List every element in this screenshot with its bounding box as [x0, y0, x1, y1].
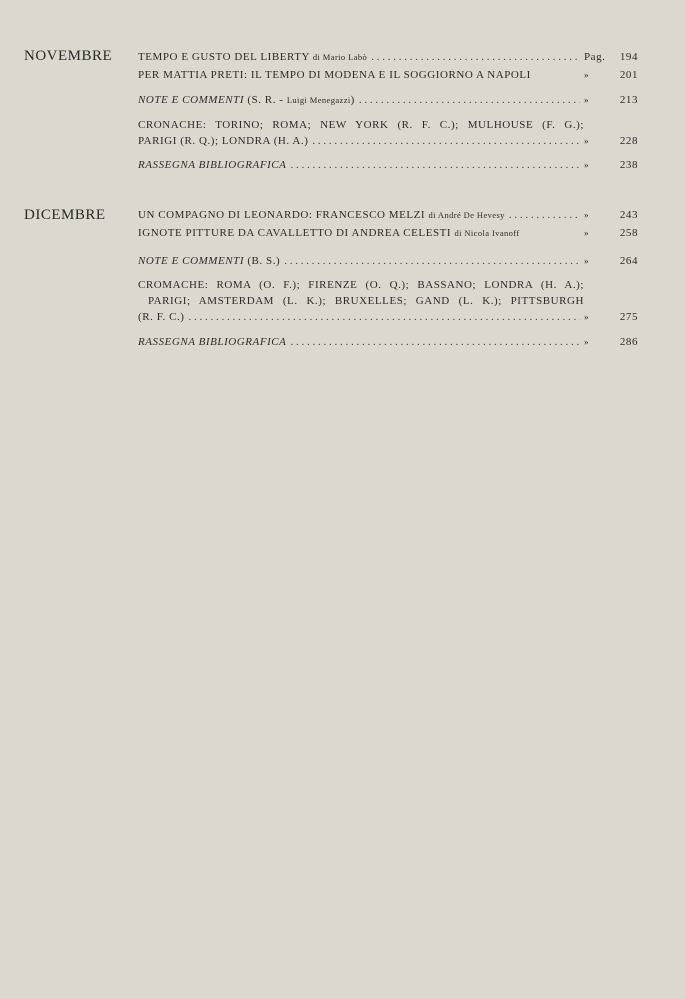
toc-entry: [138, 225, 638, 241]
page-prefix: »: [584, 228, 590, 238]
page-prefix: »: [584, 312, 590, 322]
leader-dots: [189, 309, 581, 325]
page-number: 258: [619, 227, 638, 239]
toc-entry: [138, 253, 638, 269]
toc-entry: [138, 92, 638, 108]
entry-title: RASSEGNA BIBLIOGRAFICA: [138, 336, 287, 348]
entry-title: NOTE E COMMENTI: [138, 255, 245, 267]
page-ref: [584, 207, 638, 223]
page-prefix: »: [584, 95, 590, 105]
toc-entry: [138, 117, 638, 149]
page-ref: [584, 133, 638, 149]
entry-title: RASSEGNA BIBLIOGRAFICA: [138, 159, 287, 171]
entry-author: di Mario Labò: [312, 52, 368, 62]
page-ref: [584, 225, 638, 241]
entry-title: UN COMPAGNO DI LEONARDO: FRANCESCO MELZI: [138, 209, 429, 221]
entry-author: di André De Hevesy: [428, 210, 505, 220]
leader-dots: [290, 334, 580, 350]
entry-title-line: CRONACHE: TORINO; ROMA; NEW YORK (R. F. C.); MULHOUSE (F. G.);: [138, 119, 584, 131]
page-ref: [584, 309, 638, 325]
leader-dots: [284, 253, 580, 269]
entry-close: ): [350, 94, 355, 106]
page-prefix: »: [584, 210, 590, 220]
month-label: DICEMBRE: [24, 207, 106, 223]
page-number: 275: [619, 311, 638, 323]
entry-title: PER MATTIA PRETI: IL TEMPO DI MODENA E IL SOGGIORNO A NAPOLI: [138, 69, 531, 81]
toc-entry: [138, 334, 638, 350]
page-number: 194: [619, 51, 638, 63]
page-ref: [584, 49, 638, 65]
page-number: 228: [619, 135, 638, 147]
entry-title: IGNOTE PITTURE DA CAVALLETTO DI ANDREA CELESTI: [138, 227, 455, 239]
leader-dots: [371, 49, 580, 65]
entry-title-line: PARIGI (R. Q.); LONDRA (H. A.): [138, 135, 309, 147]
entry-title-line: PARIGI; AMSTERDAM (L. K.); BRUXELLES; GAND (L. K.); PITTSBURGH: [148, 295, 584, 307]
page-ref: [584, 92, 638, 108]
toc-entry: [138, 67, 638, 83]
page-prefix: »: [584, 136, 590, 146]
page-number: 264: [619, 255, 638, 267]
page-number: 243: [619, 209, 638, 221]
page-prefix: »: [584, 70, 590, 80]
month-label: NOVEMBRE: [24, 48, 113, 64]
page-number: 213: [619, 94, 638, 106]
page-number: 286: [619, 336, 638, 348]
page-prefix: »: [584, 337, 590, 347]
leader-dots: [290, 157, 580, 173]
page-number: 201: [619, 69, 638, 81]
leader-dots: [359, 92, 580, 108]
toc-entry: [138, 277, 638, 325]
page-number: 238: [619, 159, 638, 171]
page-ref: [584, 157, 638, 173]
toc-entry: [138, 49, 638, 65]
toc-entry: [138, 207, 638, 223]
entry-title-line: (R. F. C.): [138, 311, 185, 323]
page-ref: [584, 334, 638, 350]
page-prefix: »: [584, 160, 590, 170]
page-ref: [584, 67, 638, 83]
page-prefix: Pag.: [584, 51, 606, 63]
toc-entry: [138, 157, 638, 173]
page-ref: [584, 253, 638, 269]
entry-initials: (S. R. -: [244, 94, 287, 106]
entry-initials: (B. S.): [244, 255, 281, 267]
entry-author: Luigi Menegazzi: [286, 95, 351, 105]
page-prefix: »: [584, 256, 590, 266]
entry-title: NOTE E COMMENTI: [138, 94, 245, 106]
entry-author: di Nicola Ivanoff: [454, 228, 520, 238]
entry-title: TEMPO E GUSTO DEL LIBERTY: [138, 51, 313, 63]
leader-dots: [312, 133, 580, 149]
leader-dots: [509, 207, 580, 223]
entry-title-line: CROMACHE: ROMA (O. F.); FIRENZE (O. Q.); BASSANO; LONDRA (H. A.);: [138, 279, 584, 291]
